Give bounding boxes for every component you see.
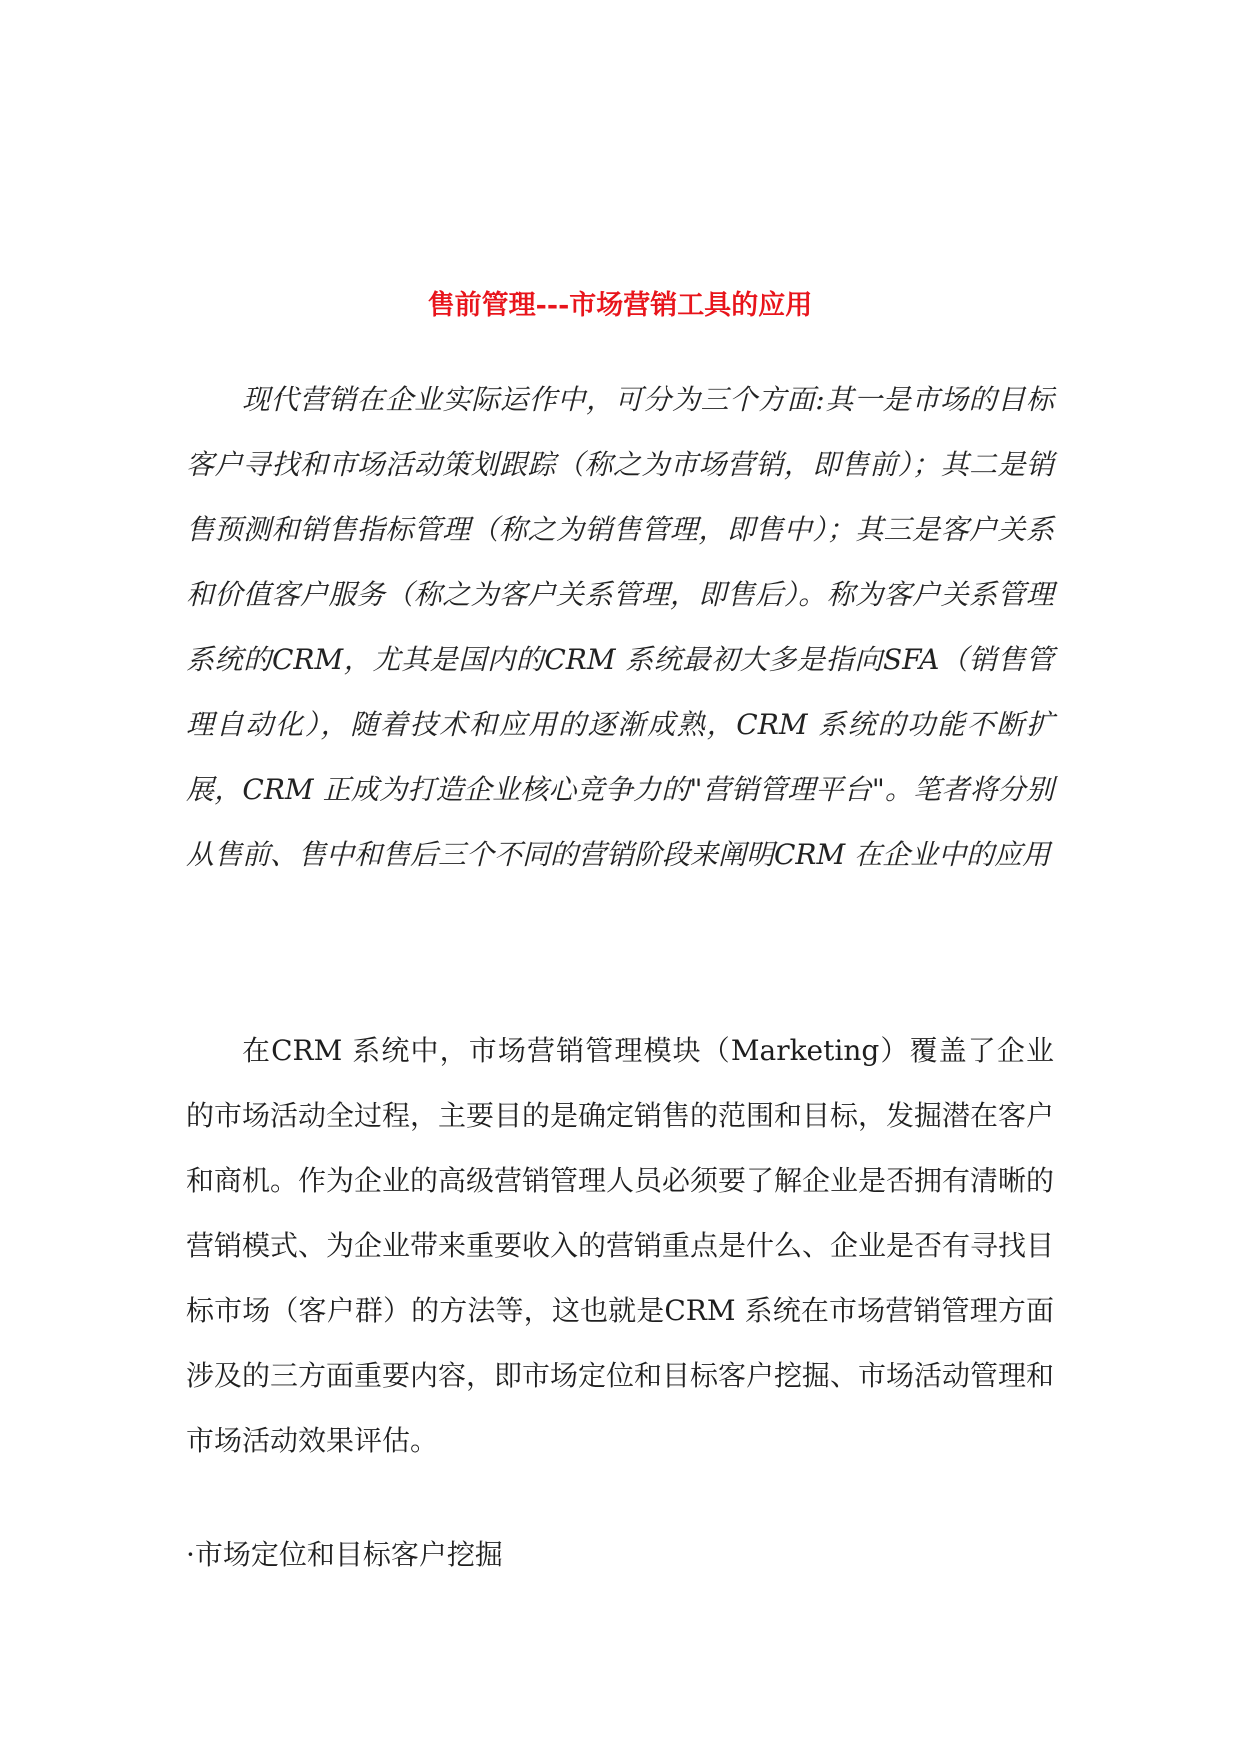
crm-marketing-paragraph: 在CRM 系统中，市场营销管理模块（Marketing）覆盖了企业的市场活动全过程，主要目的是确定销售的范围和目标，发掘潜在客户和商机。作为企业的高级营销管理人员必须要了解企业是否拥有清晰的营销模式、为企业带来重要收入的营销重点是什么、企业是否有寻找目标市场（客户群）的方法等，这也就是CRM 系统在市场营销管理方面涉及的三方面重要内容，即市场定位和目标客户挖掘、市场活动管理和市场活动效果评估。 [186,1034,1055,1457]
section-heading-market-positioning: ·市场定位和目标客户挖掘 [186,1538,503,1571]
intro-paragraph: 现代营销在企业实际运作中，可分为三个方面:其一是市场的目标客户寻找和市场活动策划跟踪（称之为市场营销，即售前）；其二是销售预测和销售指标管理（称之为销售管理，即售中）；其三是客户关系和价值客户服务（称之为客户关系管理，即售后）。称为客户关系管理系统的CRM，尤其是国内的CRM 系统最初大多是指向SFA（销售管理自动化），随着技术和应用的逐渐成熟，CRM 系统的功能不断扩展，CRM 正成为打造企业核心竞争力的"营销管理平台"。笔者将分别从售前、售中和售后三个不同的营销阶段来阐明CRM 在企业中的应用 [186,383,1054,871]
document-title: 售前管理---市场营销工具的应用 [427,290,813,321]
